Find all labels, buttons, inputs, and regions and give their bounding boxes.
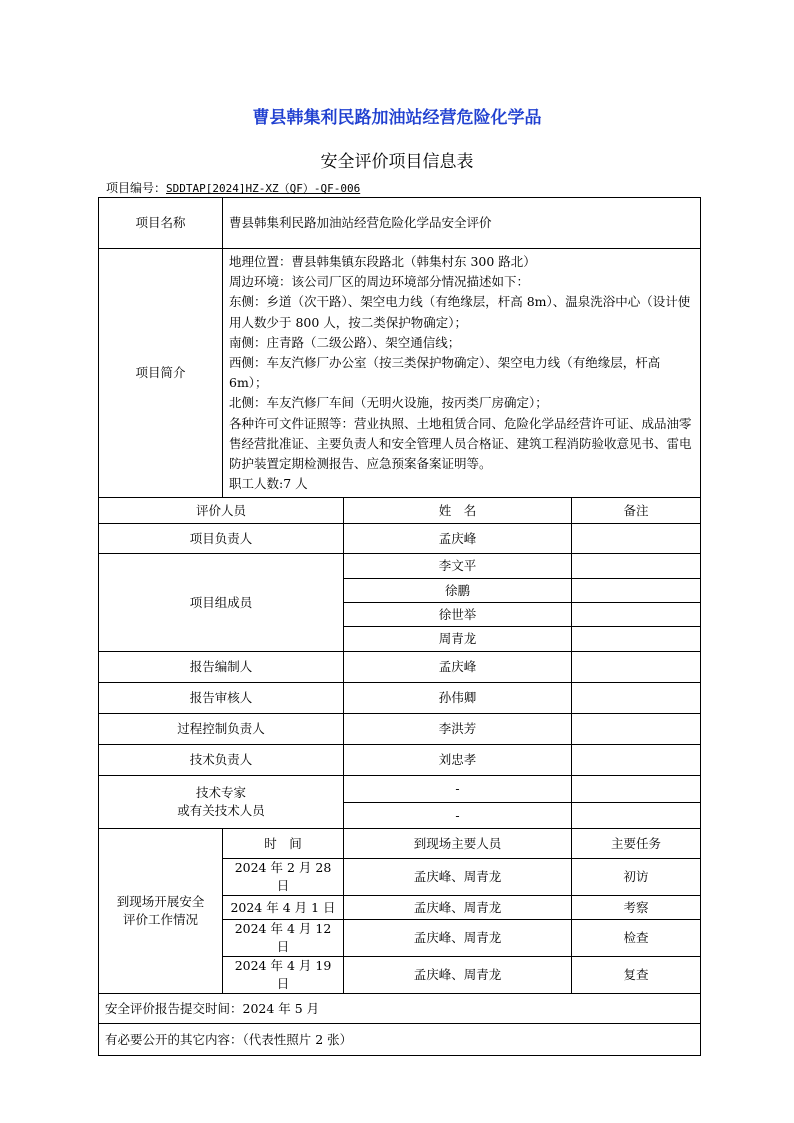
member-note — [572, 554, 701, 579]
site-work-label — [99, 829, 223, 994]
reviewer-note — [572, 683, 701, 714]
expert-note — [572, 803, 701, 829]
intro-line: 东侧：乡道（次干路）、架空电力线（有绝缘层，杆高 8m）、温泉洗浴中心（设计使用人数少于 800 人，按二类保护物确定）； — [229, 294, 691, 330]
project-intro-row — [99, 249, 701, 498]
project-intro-text — [223, 249, 701, 498]
site-work-people: 孟庆峰、周青龙 — [344, 957, 572, 994]
col-note-header: 备注 — [572, 498, 701, 524]
leader-row — [99, 524, 701, 554]
members-label: 项目组成员 — [99, 554, 344, 652]
process-label: 过程控制负责人 — [99, 714, 344, 745]
site-work-task: 检查 — [572, 920, 701, 957]
tech-label: 技术负责人 — [99, 745, 344, 776]
process-name: 李洪芳 — [344, 714, 572, 745]
project-code — [106, 179, 360, 196]
expert-name: - — [344, 803, 572, 829]
intro-line: 职工人数:7 人 — [229, 476, 308, 492]
site-work-date: 2024 年 4 月 12 日 — [223, 920, 344, 957]
site-work-people: 孟庆峰、周青龙 — [344, 920, 572, 957]
process-note — [572, 714, 701, 745]
project-name-value: 曹县韩集利民路加油站经营危险化学品安全评价 — [223, 198, 701, 249]
site-work-date: 2024 年 4 月 1 日 — [223, 896, 344, 920]
document-subtitle: 安全评价项目信息表 — [320, 152, 474, 172]
evaluator-header-row — [99, 498, 701, 524]
col-name-header: 姓 名 — [344, 498, 572, 524]
project-code-value: SDDTAP[2024]HZ-XZ（QF）-QF-006 — [166, 182, 361, 195]
site-work-date: 2024 年 2 月 28 日 — [223, 859, 344, 896]
member-row — [99, 554, 701, 579]
reviewer-name: 孙伟卿 — [344, 683, 572, 714]
site-work-label-line-2: 评价工作情况 — [122, 912, 198, 928]
col-time-header: 时 间 — [223, 829, 344, 859]
leader-note — [572, 524, 701, 554]
site-work-header-row — [99, 829, 701, 859]
leader-name: 孟庆峰 — [344, 524, 572, 554]
intro-line: 西侧：车友汽修厂办公室（按三类保护物确定）、架空电力线（有绝缘层，杆高 6m）； — [229, 355, 661, 391]
writer-note — [572, 652, 701, 683]
leader-label: 项目负责人 — [99, 524, 344, 554]
reviewer-row — [99, 683, 701, 714]
tech-note — [572, 745, 701, 776]
col-role-header: 评价人员 — [99, 498, 344, 524]
expert-row — [99, 776, 701, 803]
writer-name: 孟庆峰 — [344, 652, 572, 683]
submit-time-text: 安全评价报告提交时间：2024 年 5 月 — [99, 994, 701, 1024]
intro-line: 周边环境：该公司厂区的周边环境部分情况描述如下： — [229, 274, 530, 290]
expert-label — [99, 776, 344, 829]
member-note — [572, 579, 701, 603]
intro-line: 南侧：庄青路（二级公路）、架空通信线； — [229, 334, 461, 350]
expert-label-line-1: 技术专家 — [195, 785, 246, 801]
expert-name: - — [344, 776, 572, 803]
col-people-header: 到现场主要人员 — [344, 829, 572, 859]
member-note — [572, 627, 701, 652]
member-note — [572, 603, 701, 627]
submit-time-row — [99, 994, 701, 1024]
document-title: 曹县韩集利民路加油站经营危险化学品 — [252, 108, 542, 128]
site-work-date: 2024 年 4 月 19 日 — [223, 957, 344, 994]
site-work-task: 初访 — [572, 859, 701, 896]
tech-row — [99, 745, 701, 776]
site-work-people: 孟庆峰、周青龙 — [344, 896, 572, 920]
intro-line: 北侧：车友汽修厂车间（无明火设施，按丙类厂房确定）； — [229, 395, 548, 411]
public-content-row — [99, 1024, 701, 1056]
site-work-task: 复查 — [572, 957, 701, 994]
project-info-table — [98, 197, 701, 1056]
site-work-label-line-1: 到现场开展安全 — [116, 894, 205, 910]
project-code-label: 项目编号： — [106, 181, 167, 195]
member-name: 徐世举 — [344, 603, 572, 627]
col-task-header: 主要任务 — [572, 829, 701, 859]
member-name: 周青龙 — [344, 627, 572, 652]
expert-label-line-2: 或有关技术人员 — [177, 803, 265, 819]
site-work-people: 孟庆峰、周青龙 — [344, 859, 572, 896]
intro-line: 各种许可文件证照等：营业执照、土地租赁合同、危险化学品经营许可证、成品油零售经营批准证、主要负责人和安全管理人员合格证、建筑工程消防验收意见书、雷电防护装置定期检测报告、应急预案备案证明等。 — [229, 415, 692, 472]
writer-row — [99, 652, 701, 683]
project-name-label: 项目名称 — [99, 198, 223, 249]
expert-note — [572, 776, 701, 803]
tech-name: 刘忠孝 — [344, 745, 572, 776]
member-name: 李文平 — [344, 554, 572, 579]
writer-label: 报告编制人 — [99, 652, 344, 683]
public-content-text: 有必要公开的其它内容：（代表性照片 2 张） — [99, 1024, 701, 1056]
member-name: 徐鹏 — [344, 579, 572, 603]
project-intro-label: 项目简介 — [99, 249, 223, 498]
site-work-task: 考察 — [572, 896, 701, 920]
intro-line: 地理位置：曹县韩集镇东段路北（韩集村东 300 路北） — [229, 254, 536, 269]
process-row — [99, 714, 701, 745]
reviewer-label: 报告审核人 — [99, 683, 344, 714]
project-name-row — [99, 198, 701, 249]
